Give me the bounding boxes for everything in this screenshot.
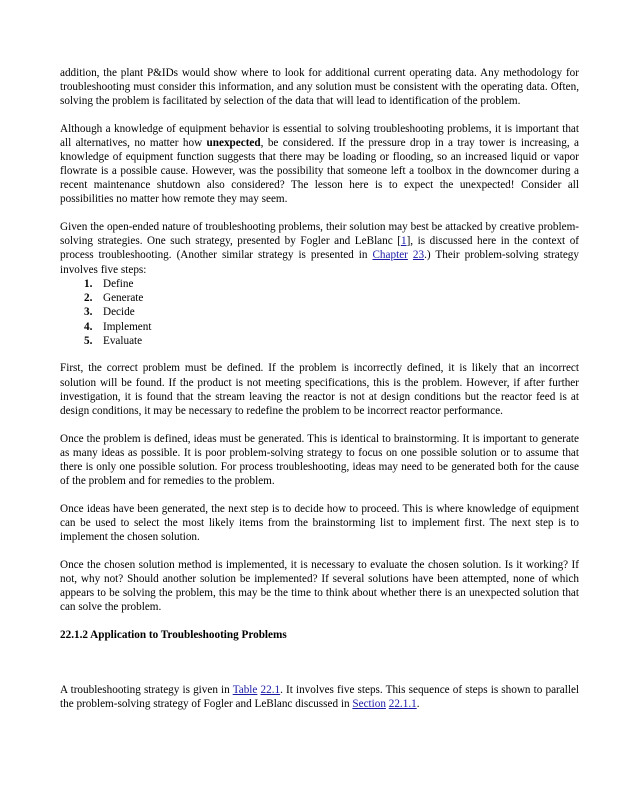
paragraph-strategy: [60, 220, 579, 276]
list-label: Generate: [103, 292, 144, 305]
text-run: Although a knowledge of equipment behavior is essential to solving troubleshooting problems, it is important that all alternatives, no matter how: [60, 122, 579, 150]
text-run: A troubleshooting strategy is given in: [60, 683, 233, 696]
emphasis-unexpected: unexpected: [206, 137, 261, 150]
section-number-link[interactable]: 22.1.1: [388, 697, 417, 710]
paragraph-decide: Once ideas have been generated, the next step is to decide how to proceed. This is where knowledge of equipment can be used to select the most likely items from the brainstorming list to implement first. The next step is to implement the chosen solution.: [60, 502, 579, 543]
list-label: Decide: [103, 306, 135, 319]
list-number: 3.: [84, 306, 93, 319]
paragraph-unexpected: [60, 122, 579, 207]
list-item: [60, 320, 579, 334]
list-item: [60, 277, 579, 291]
chapter-link[interactable]: Chapter: [372, 249, 408, 262]
text-run: .) Their problem-solving strategy involves five steps:: [60, 249, 579, 276]
chapter-number-link[interactable]: 23: [412, 249, 425, 262]
list-number: 5.: [84, 334, 93, 347]
list-item: [60, 305, 579, 319]
list-label: Evaluate: [103, 334, 143, 347]
paragraph-troubleshooting-strategy: [60, 683, 579, 711]
text-run: Given the open-ended nature of troubleshooting problems, their solution may best be attacked by creative problem-solving strategies. One such strategy, presented by Fogler and LeBlanc [: [60, 221, 579, 248]
steps-list: [60, 277, 579, 347]
text-run: , be considered. If the pressure drop in a tray tower is increasing, a knowledge of equipment function suggests that there may be loading or flooding, so an increased liquid or vapor flowrate is a possible cause. However, was the possibility that someone left a toolbox in the downcomer during a recent maintenance shutdown also considered? The lesson here is to expect the unexpected! Consider all possibilities no matter how remote they may seem.: [60, 137, 579, 206]
document-page: [60, 66, 579, 725]
paragraph-evaluate: Once the chosen solution method is implemented, it is necessary to evaluate the chosen solution. Is it working? If not, why not? Should another solution be implemented? If several solutions have been attempted, none of which appears to be solving the problem, this may be the time to think about whether there is an unexpected solution that can solve the problem.: [60, 558, 579, 613]
list-label: Define: [103, 278, 134, 291]
section-heading: 22.1.2 Application to Troubleshooting Problems: [60, 628, 287, 641]
paragraph-operating-data: addition, the plant P&IDs would show where to look for additional current operating data. Any methodology for troubleshooting must consider this information, and any solution must be consistent with the operating data. Often, solving the problem is facilitated by selection of the data that will lead to identification of the problem.: [60, 67, 579, 108]
list-item: [60, 291, 579, 305]
list-number: 4.: [84, 320, 93, 333]
paragraph-define: First, the correct problem must be defined. If the problem is incorrectly defined, it is likely that an incorrect solution will be found. If the product is not meeting specifications, this is the problem. However, if after further investigation, it is found that the stream leaving the reactor is not at design conditions but the reactor feed is at design conditions, it may be necessary to redefine the problem to be incorrect reactor performance.: [60, 362, 579, 417]
text-run: .: [416, 697, 420, 710]
list-number: 2.: [84, 292, 93, 305]
list-item: [60, 334, 579, 348]
table-number-link[interactable]: 22.1: [260, 683, 281, 696]
text-run: ], is discussed here in the context of process troubleshooting. (Another similar strategy is presented in: [60, 235, 580, 262]
paragraph-generate: Once the problem is defined, ideas must be generated. This is identical to brainstorming. It is important to generate as many ideas as possible. It is poor problem-solving strategy to focus on one possible solution or to assume that there is only one possible solution. For process troubleshooting, ideas may need to be generated both for the cause of the problem and for remedies to the problem.: [60, 432, 579, 487]
reference-link-1[interactable]: 1: [400, 235, 407, 248]
section-link[interactable]: Section: [352, 697, 386, 710]
spacer: [60, 642, 579, 683]
table-link[interactable]: Table: [232, 683, 258, 696]
list-number: 1.: [84, 278, 93, 291]
list-label: Implement: [103, 320, 152, 333]
text-run: . It involves five steps. This sequence of steps is shown to parallel the problem-solving strategy of Fogler and LeBlanc discussed in: [60, 683, 580, 710]
